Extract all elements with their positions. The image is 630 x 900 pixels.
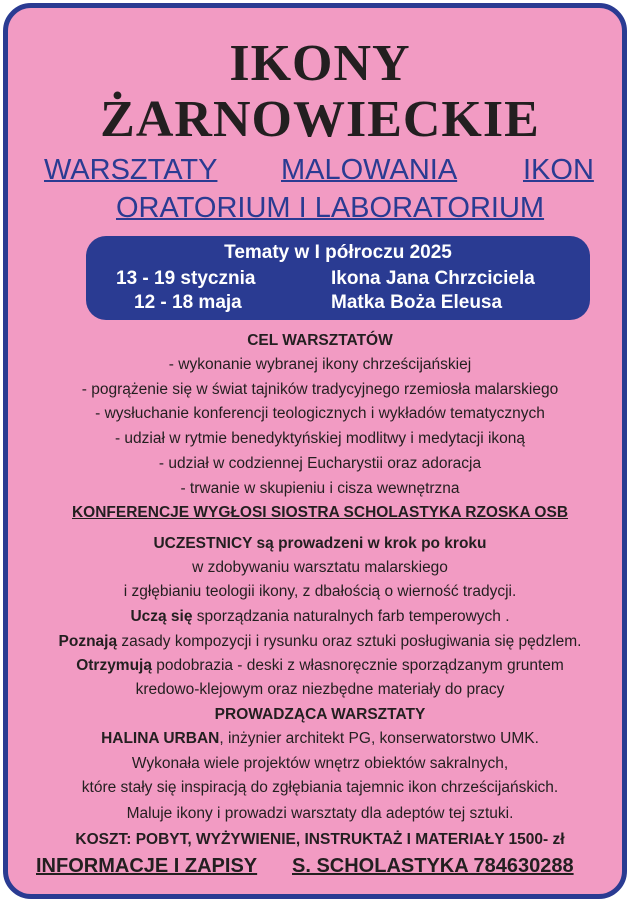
know-text: zasady kompozycji i rysunku oraz sztuki posługiwania się pędzlem. [117, 633, 582, 650]
goal-item: - trwanie w skupieniu i cisza wewnętrzna [180, 480, 460, 497]
themes-box [86, 236, 590, 320]
goals-heading: CEL WARSZTATÓW [247, 332, 393, 349]
goal-item: - wykonanie wybranej ikony chrześcijańskiej [168, 356, 472, 373]
contact-value: S. SCHOLASTYKA 784630288 [292, 855, 574, 877]
get-line [8, 656, 630, 676]
participants-lead: UCZESTNICY są prowadzeni w krok po kroku [153, 535, 487, 552]
instructor-line: które stały się inspiracją do zgłębiania tajemnic ikon chrześcijańskich. [81, 779, 559, 796]
get-text: podobrazia - deski z własnoręcznie sporządzanym gruntem [152, 657, 564, 674]
know-line [8, 632, 630, 652]
theme-date: 12 - 18 maja [134, 292, 242, 313]
goal-item: - wysłuchanie konferencji teologicznych i wykładów tematycznych [95, 405, 545, 422]
instructor-line: Maluje ikony i prowadzi warsztaty dla adeptów tej sztuki. [126, 805, 514, 822]
instructor-heading: PROWADZĄCA WARSZTATY [214, 706, 426, 723]
theme-name: Ikona Jana Chrzciciela [331, 268, 535, 289]
participants-line: w zdobywaniu warsztatu malarskiego [192, 559, 448, 576]
subtitle-line-2: ORATORIUM I LABORATORIUM [116, 192, 545, 224]
get-line-2: kredowo-klejowym oraz niezbędne materiały do pracy [135, 681, 505, 698]
poster [3, 3, 627, 899]
subtitle-word-malowania: MALOWANIA [281, 154, 458, 186]
cost-line: KOSZT: POBYT, WYŻYWIENIE, INSTRUKTAŻ I MATERIAŁY 1500- zł [75, 831, 565, 848]
theme-name: Matka Boża Eleusa [331, 292, 503, 313]
theme-date: 13 - 19 stycznia [116, 268, 256, 289]
participants-line: i zgłębianiu teologii ikony, z dbałością o wierność tradycji. [123, 583, 517, 600]
instructor-line: Wykonała wiele projektów wnętrz obiektów sakralnych, [131, 755, 509, 772]
instructor-credentials: , inżynier architekt PG, konserwatorstwo UMK. [219, 730, 539, 747]
instructor-line [8, 729, 630, 749]
learn-line [8, 607, 630, 627]
instructor-name: HALINA URBAN [101, 730, 220, 747]
conference-line: KONFERENCJE WYGŁOSI SIOSTRA SCHOLASTYKA RZOSKA OSB [71, 504, 569, 521]
title-line-1: IKONY [229, 35, 411, 92]
learn-bold: Uczą się [130, 608, 193, 625]
know-bold: Poznają [58, 633, 118, 650]
goal-item: - pogrążenie się w świat tajników tradycyjnego rzemiosła malarskiego [81, 381, 559, 398]
goal-item: - udział w rytmie benedyktyńskiej modlitwy i medytacji ikoną [114, 430, 526, 447]
title-line-2: ŻARNOWIECKIE [100, 91, 540, 148]
contact-label: INFORMACJE I ZAPISY [36, 855, 258, 877]
subtitle-word-warsztaty: WARSZTATY [44, 154, 218, 186]
goal-item: - udział w codziennej Eucharystii oraz adoracja [158, 455, 482, 472]
learn-text: sporządzania naturalnych farb temperowych . [192, 608, 510, 625]
subtitle-word-ikon: IKON [523, 154, 594, 186]
get-bold: Otrzymują [76, 657, 152, 674]
themes-heading: Tematy w I półroczu 2025 [224, 242, 452, 263]
